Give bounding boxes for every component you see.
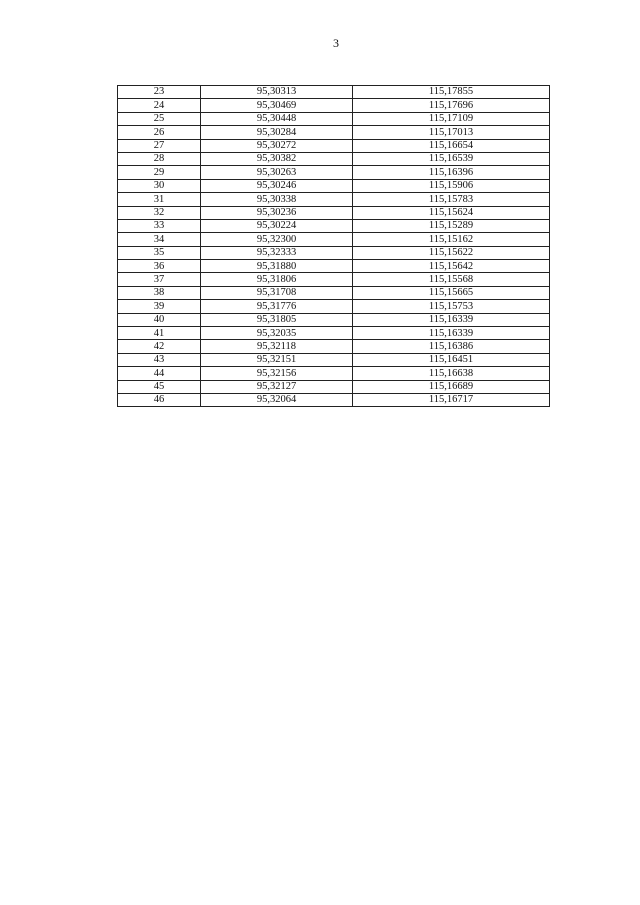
coordinate-x-cell: 95,30284 (201, 126, 353, 139)
point-number-cell: 40 (118, 313, 201, 326)
table-row (118, 86, 550, 99)
table-row (118, 206, 550, 219)
coordinate-y-cell: 115,15624 (353, 206, 550, 219)
point-number-cell: 44 (118, 367, 201, 380)
table-row (118, 393, 550, 406)
point-number-cell: 36 (118, 260, 201, 273)
coordinate-x-cell: 95,31805 (201, 313, 353, 326)
coordinate-y-cell: 115,15642 (353, 260, 550, 273)
table-row (118, 300, 550, 313)
table-row (118, 353, 550, 366)
coordinate-y-cell: 115,16339 (353, 313, 550, 326)
coordinate-y-cell: 115,17855 (353, 86, 550, 99)
point-number-cell: 25 (118, 112, 201, 125)
coordinate-x-cell: 95,30236 (201, 206, 353, 219)
coordinate-y-cell: 115,15289 (353, 219, 550, 232)
coordinate-x-cell: 95,32035 (201, 327, 353, 340)
coordinate-x-cell: 95,32156 (201, 367, 353, 380)
point-number-cell: 38 (118, 286, 201, 299)
point-number-cell: 24 (118, 99, 201, 112)
table-row (118, 367, 550, 380)
coordinate-y-cell: 115,15622 (353, 246, 550, 259)
table-row (118, 126, 550, 139)
coordinate-x-cell: 95,32151 (201, 353, 353, 366)
table-row (118, 327, 550, 340)
table-row (118, 313, 550, 326)
coordinate-y-cell: 115,16654 (353, 139, 550, 152)
point-number-cell: 26 (118, 126, 201, 139)
coordinate-x-cell: 95,32300 (201, 233, 353, 246)
table-row (118, 273, 550, 286)
coordinate-y-cell: 115,16717 (353, 393, 550, 406)
coordinate-y-cell: 115,16386 (353, 340, 550, 353)
point-number-cell: 42 (118, 340, 201, 353)
point-number-cell: 32 (118, 206, 201, 219)
table-row (118, 179, 550, 192)
coordinate-y-cell: 115,17696 (353, 99, 550, 112)
point-number-cell: 46 (118, 393, 201, 406)
coordinate-x-cell: 95,30338 (201, 193, 353, 206)
coordinate-x-cell: 95,31776 (201, 300, 353, 313)
point-number-cell: 29 (118, 166, 201, 179)
coordinate-x-cell: 95,30469 (201, 99, 353, 112)
coordinate-y-cell: 115,17013 (353, 126, 550, 139)
coordinate-x-cell: 95,30246 (201, 179, 353, 192)
coordinate-x-cell: 95,31708 (201, 286, 353, 299)
table-row (118, 233, 550, 246)
coordinate-y-cell: 115,15665 (353, 286, 550, 299)
point-number-cell: 45 (118, 380, 201, 393)
point-number-cell: 27 (118, 139, 201, 152)
point-number-cell: 37 (118, 273, 201, 286)
coordinate-y-cell: 115,16638 (353, 367, 550, 380)
table-row (118, 99, 550, 112)
table-row (118, 139, 550, 152)
coordinate-x-cell: 95,31880 (201, 260, 353, 273)
table-row (118, 166, 550, 179)
coordinates-table (117, 85, 550, 407)
table-row (118, 260, 550, 273)
coordinate-y-cell: 115,16396 (353, 166, 550, 179)
coordinate-x-cell: 95,30448 (201, 112, 353, 125)
coordinate-y-cell: 115,16339 (353, 327, 550, 340)
table-row (118, 193, 550, 206)
coordinate-y-cell: 115,15906 (353, 179, 550, 192)
point-number-cell: 34 (118, 233, 201, 246)
coordinate-y-cell: 115,15753 (353, 300, 550, 313)
coordinate-x-cell: 95,31806 (201, 273, 353, 286)
coordinate-x-cell: 95,32118 (201, 340, 353, 353)
coordinate-y-cell: 115,16451 (353, 353, 550, 366)
point-number-cell: 30 (118, 179, 201, 192)
coordinate-x-cell: 95,30382 (201, 152, 353, 165)
point-number-cell: 39 (118, 300, 201, 313)
coordinate-x-cell: 95,30263 (201, 166, 353, 179)
coordinate-y-cell: 115,15162 (353, 233, 550, 246)
coordinate-y-cell: 115,16539 (353, 152, 550, 165)
point-number-cell: 41 (118, 327, 201, 340)
table-row (118, 112, 550, 125)
table-row (118, 340, 550, 353)
point-number-cell: 31 (118, 193, 201, 206)
page-number: 3 (333, 36, 339, 50)
coordinate-x-cell: 95,32333 (201, 246, 353, 259)
point-number-cell: 33 (118, 219, 201, 232)
coordinate-y-cell: 115,17109 (353, 112, 550, 125)
point-number-cell: 35 (118, 246, 201, 259)
coordinate-x-cell: 95,30313 (201, 86, 353, 99)
coordinate-x-cell: 95,32064 (201, 393, 353, 406)
coordinate-x-cell: 95,30272 (201, 139, 353, 152)
point-number-cell: 43 (118, 353, 201, 366)
coordinates-table-body (118, 86, 550, 407)
table-row (118, 286, 550, 299)
coordinate-y-cell: 115,15568 (353, 273, 550, 286)
table-row (118, 152, 550, 165)
coordinate-x-cell: 95,30224 (201, 219, 353, 232)
coordinate-y-cell: 115,15783 (353, 193, 550, 206)
table-row (118, 219, 550, 232)
coordinate-y-cell: 115,16689 (353, 380, 550, 393)
table-row (118, 380, 550, 393)
point-number-cell: 28 (118, 152, 201, 165)
coordinate-x-cell: 95,32127 (201, 380, 353, 393)
point-number-cell: 23 (118, 86, 201, 99)
table-row (118, 246, 550, 259)
